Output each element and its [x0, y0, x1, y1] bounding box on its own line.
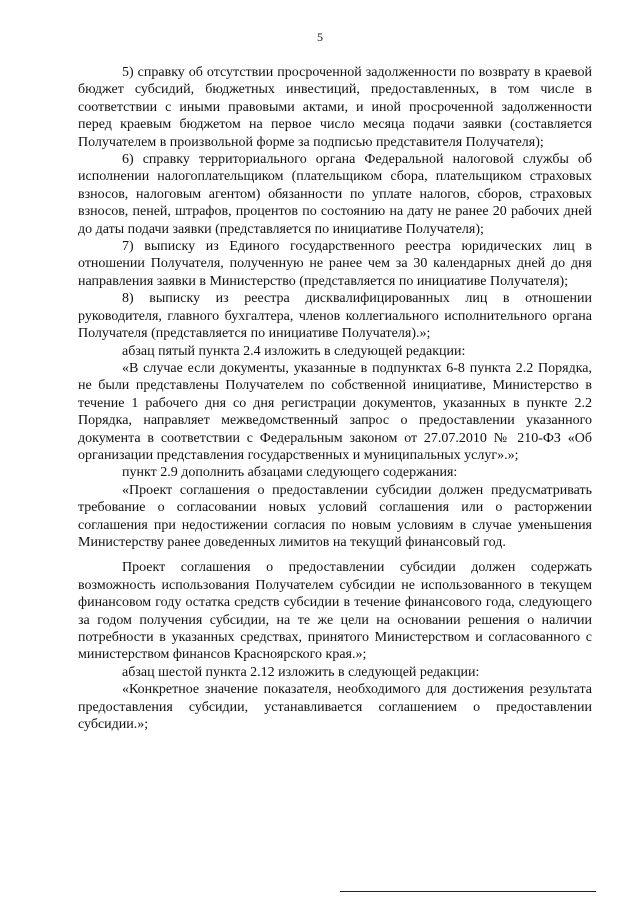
- footer-rule: [340, 891, 596, 892]
- paragraph-item-5: 5) справку об отсутствии просроченной задолженности по возврату в краевой бюджет субсидий, бюджетных инвестиций, предоставленных, в том числе в соответствии с иными правовыми актами, и иной просроченной задолженности перед краевым бюджетом на первое число месяца подачи заявки (составляется Получателем в произвольной форме за подписью представителя Получателя);: [78, 65, 592, 150]
- paragraph-quote-2-12: «Конкретное значение показателя, необходимого для достижения результата предоставления субсидии, устанавливается соглашением о предоставлении субсидии.»;: [78, 682, 592, 733]
- paragraph-quote-2-9-a: «Проект соглашения о предоставлении субсидии должен предусматривать требование о согласовании новых условий соглашения или о расторжении соглашения при недостижении согласия по новым условиям в случае уменьшения Министерству ранее доведенных лимитов на текущий финансовый год.: [78, 482, 592, 550]
- paragraph-quote-2-4: «В случае если документы, указанные в подпунктах 6-8 пункта 2.2 Порядка, не были представлены Получателем по собственной инициативе, Министерство в течение 1 рабочего дня со дня регистрации документов, указанных в пункте 2.2 Порядка, направляет межведомственный запрос о предоставлении указанного документа в соответствии с Федеральным законом от 27.07.2010 № 210-ФЗ «Об организации представления государственных и муниципальных услуг».»;: [78, 360, 592, 463]
- paragraph-item-7: 7) выписку из Единого государственного реестра юридических лиц в отношении Получателя, полученную не ранее чем за 30 календарных дней до дня направления заявки в Министерство (представляется по инициативе Получателя);: [78, 239, 592, 289]
- paragraph-quote-2-9-b: Проект соглашения о предоставлении субсидии должен содержать возможность использования Получателем субсидии не использованного в текущем финансовом году остатка средств субсидии в течение финансового года, следующего за годом получения субсидии, на те же цели на основании решения о наличии потребности в указанных средствах, принятого Министерством и согласованного с министерством финансов Красноярского края.»;: [78, 560, 592, 663]
- document-body: [78, 64, 592, 733]
- paragraph-item-6: 6) справку территориального органа Федеральной налоговой службы об исполнении налогоплательщиком (плательщиком сбора, плательщиком страховых взносов, налоговым агентом) обязанности по уплате налогов, сборов, страховых взносов, пеней, штрафов, процентов по состоянию на дату не ранее 20 рабочих дней до даты подачи заявки (представляется по инициативе Получателя);: [78, 152, 592, 237]
- paragraph-amend-2-4: абзац пятый пункта 2.4 изложить в следующей редакции:: [122, 343, 466, 359]
- paragraph-item-8: 8) выписку из реестра дисквалифицированных лиц в отношении руководителя, главного бухгалтера, членов коллегиального исполнительного органа Получателя (представляется по инициативе Получателя).»;: [78, 291, 592, 342]
- paragraph-amend-2-12: абзац шестой пункта 2.12 изложить в следующей редакции:: [122, 664, 480, 680]
- page-number: 5: [317, 30, 323, 44]
- paragraph-amend-2-9: пункт 2.9 дополнить абзацами следующего содержания:: [122, 465, 458, 481]
